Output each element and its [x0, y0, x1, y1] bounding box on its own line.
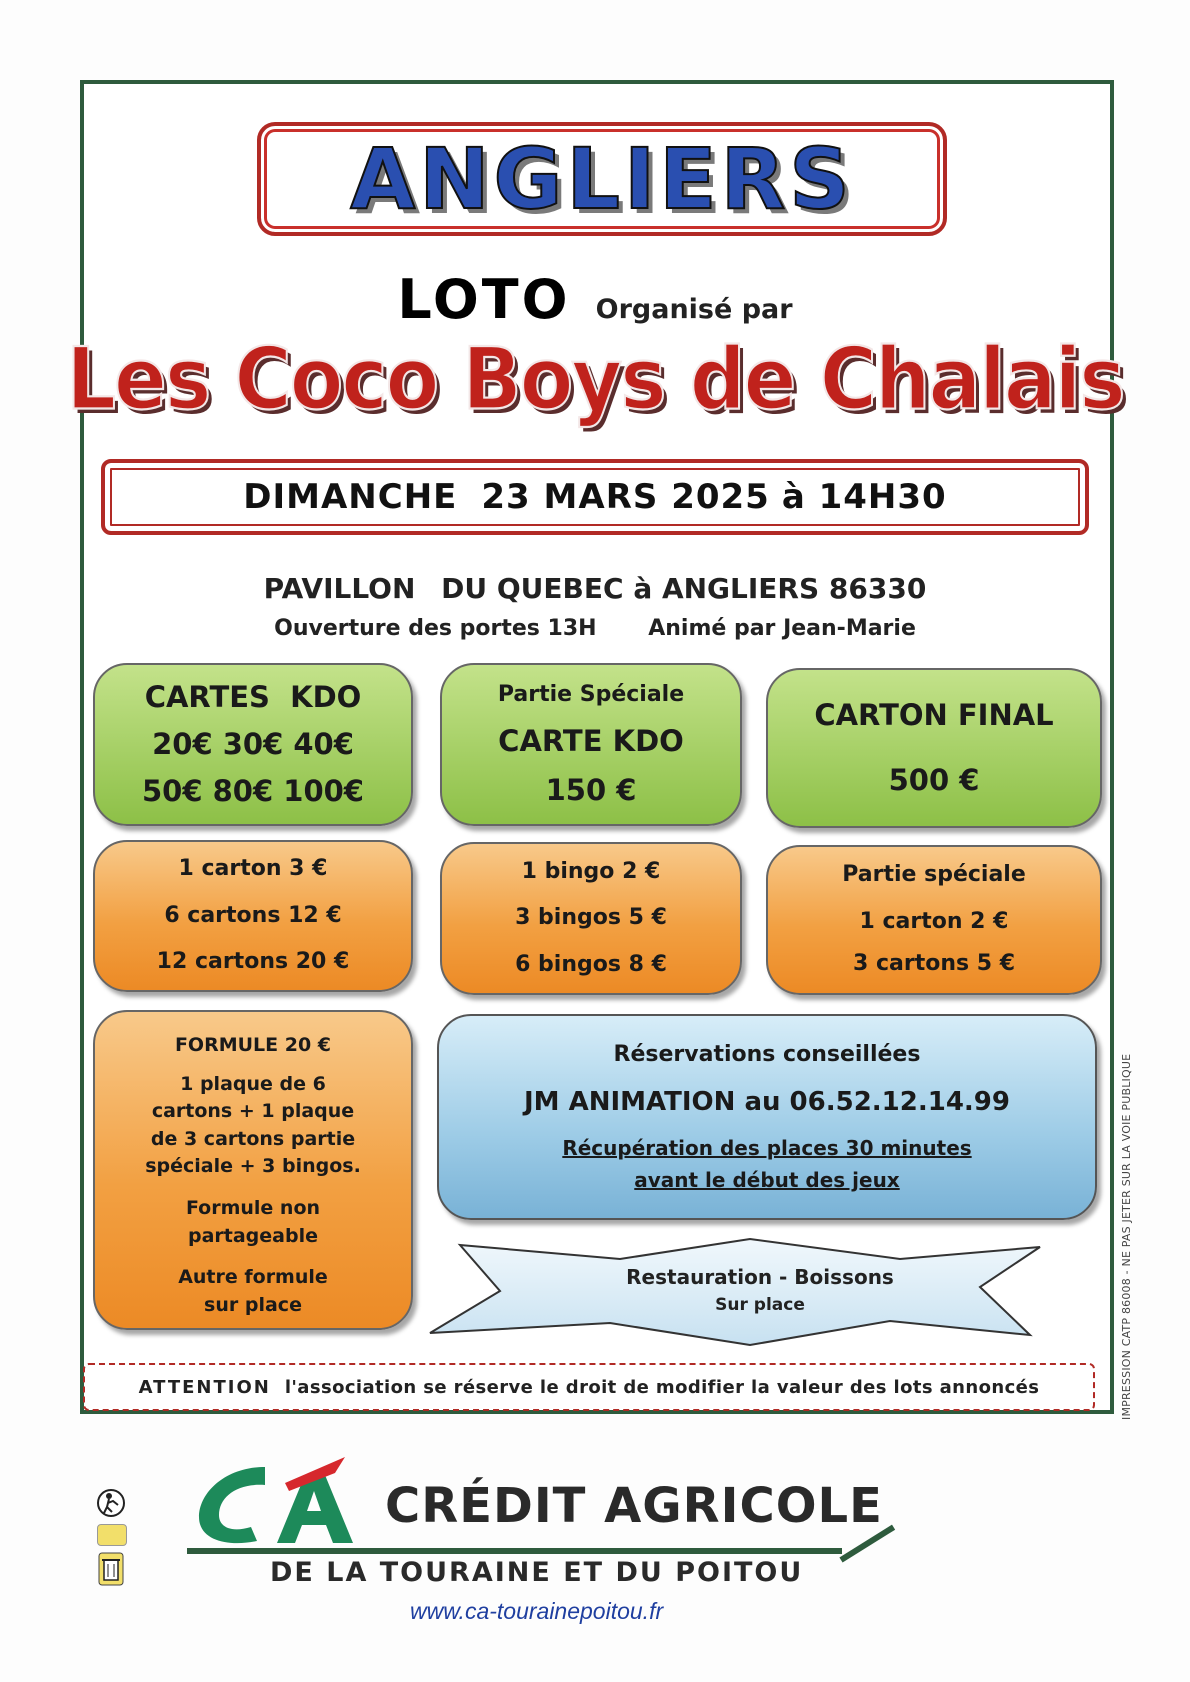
partie-speciale-box: [440, 663, 742, 826]
attention-keyword: ATTENTION: [138, 1376, 271, 1398]
logo-underline: [187, 1548, 842, 1554]
price-line: 1 carton 3 €: [178, 856, 328, 882]
formule-line: de 3 cartons partie: [150, 1127, 356, 1150]
partie-speciale-title: Partie Spéciale: [497, 681, 685, 707]
cartes-kdo-box: [93, 663, 413, 826]
event-title: LOTO: [397, 268, 571, 331]
triman-icon: [97, 1524, 127, 1546]
event-time: à 14H30: [781, 477, 947, 517]
recycle-person-icon: [96, 1488, 126, 1518]
formule-title: FORMULE 20 €: [174, 1034, 332, 1056]
price-line: 12 cartons 20 €: [156, 949, 350, 975]
reservations-title: Réservations conseillées: [613, 1042, 921, 1068]
carton-final-title: CARTON FINAL: [814, 698, 1054, 733]
club-name: Les Coco Boys de Chalais: [66, 330, 1124, 430]
loto-line: [0, 268, 1190, 331]
partie-speciale-line1: CARTE KDO: [498, 723, 684, 758]
credit-agricole-logo-icon: [185, 1455, 370, 1555]
event-date: 23 MARS 2025: [481, 477, 770, 517]
formule-note: Autre formule: [178, 1266, 328, 1289]
reservations-phone: JM ANIMATION au 06.52.12.14.99: [524, 1086, 1010, 1117]
price-line: 1 carton 2 €: [859, 908, 1009, 934]
attention-notice: [83, 1363, 1095, 1411]
cartes-kdo-title: CARTES KDO: [144, 680, 362, 715]
special-price-title: Partie spéciale: [842, 862, 1026, 888]
organised-by-label: Organisé par: [595, 294, 793, 325]
special-price-box: [766, 845, 1102, 995]
bingos-price-box: [440, 842, 742, 995]
reservations-box: [437, 1014, 1097, 1220]
partie-speciale-line2: 150 €: [545, 772, 637, 807]
formule-line: cartons + 1 plaque: [151, 1100, 355, 1123]
event-day: DIMANCHE: [243, 477, 458, 517]
town-title: ANGLIERS: [350, 130, 854, 228]
reservations-pickup-2: avant le début des jeux: [634, 1167, 900, 1192]
carton-final-box: [766, 668, 1102, 828]
price-line: 6 cartons 12 €: [164, 902, 342, 928]
host: Animé par Jean-Marie: [648, 616, 916, 641]
venue-place-rest: DU QUEBEC à ANGLIERS 86330: [441, 572, 927, 605]
price-line: 3 bingos 5 €: [515, 905, 667, 931]
venue-line: [0, 572, 1190, 605]
sponsor-url[interactable]: www.ca-tourainepoitou.fr: [410, 1598, 664, 1624]
price-line: 1 bingo 2 €: [521, 858, 661, 884]
cartons-price-box: [93, 840, 413, 992]
venue-place: PAVILLON: [263, 572, 416, 605]
price-line: 3 cartons 5 €: [852, 951, 1016, 977]
cartes-kdo-line1: 20€ 30€ 40€: [152, 727, 354, 762]
reservations-pickup-1: Récupération des places 30 minutes: [562, 1135, 972, 1160]
food-banner: [420, 1237, 1100, 1349]
sponsor-name: CRÉDIT AGRICOLE: [385, 1478, 883, 1534]
doors-opening: Ouverture des portes 13H: [274, 616, 597, 641]
cartes-kdo-line2: 50€ 80€ 100€: [142, 773, 364, 808]
formule-line: 1 plaque de 6: [180, 1072, 326, 1095]
attention-text: l'association se réserve le droit de modifier la valeur des lots annoncés: [284, 1376, 1040, 1398]
print-mention: IMPRESSION CATP 86008 - NE PAS JETER SUR LA VOIE PUBLIQUE: [1120, 1053, 1133, 1420]
formule-box: [93, 1010, 413, 1330]
formule-line: spéciale + 3 bingos.: [145, 1155, 361, 1178]
food-sub: Sur place: [715, 1295, 805, 1315]
price-line: 6 bingos 8 €: [515, 951, 667, 977]
sponsor-region: DE LA TOURAINE ET DU POITOU: [270, 1557, 804, 1588]
formule-note: Formule non: [185, 1196, 321, 1219]
formule-note: partageable: [187, 1224, 318, 1247]
carton-final-value: 500 €: [888, 763, 980, 797]
trash-bin-icon: [98, 1552, 124, 1586]
doors-line: [0, 616, 1190, 641]
food-title: Restauration - Boissons: [626, 1265, 894, 1289]
town-title-box: [257, 122, 947, 236]
formule-note: sur place: [204, 1293, 302, 1316]
date-banner: [101, 459, 1089, 535]
